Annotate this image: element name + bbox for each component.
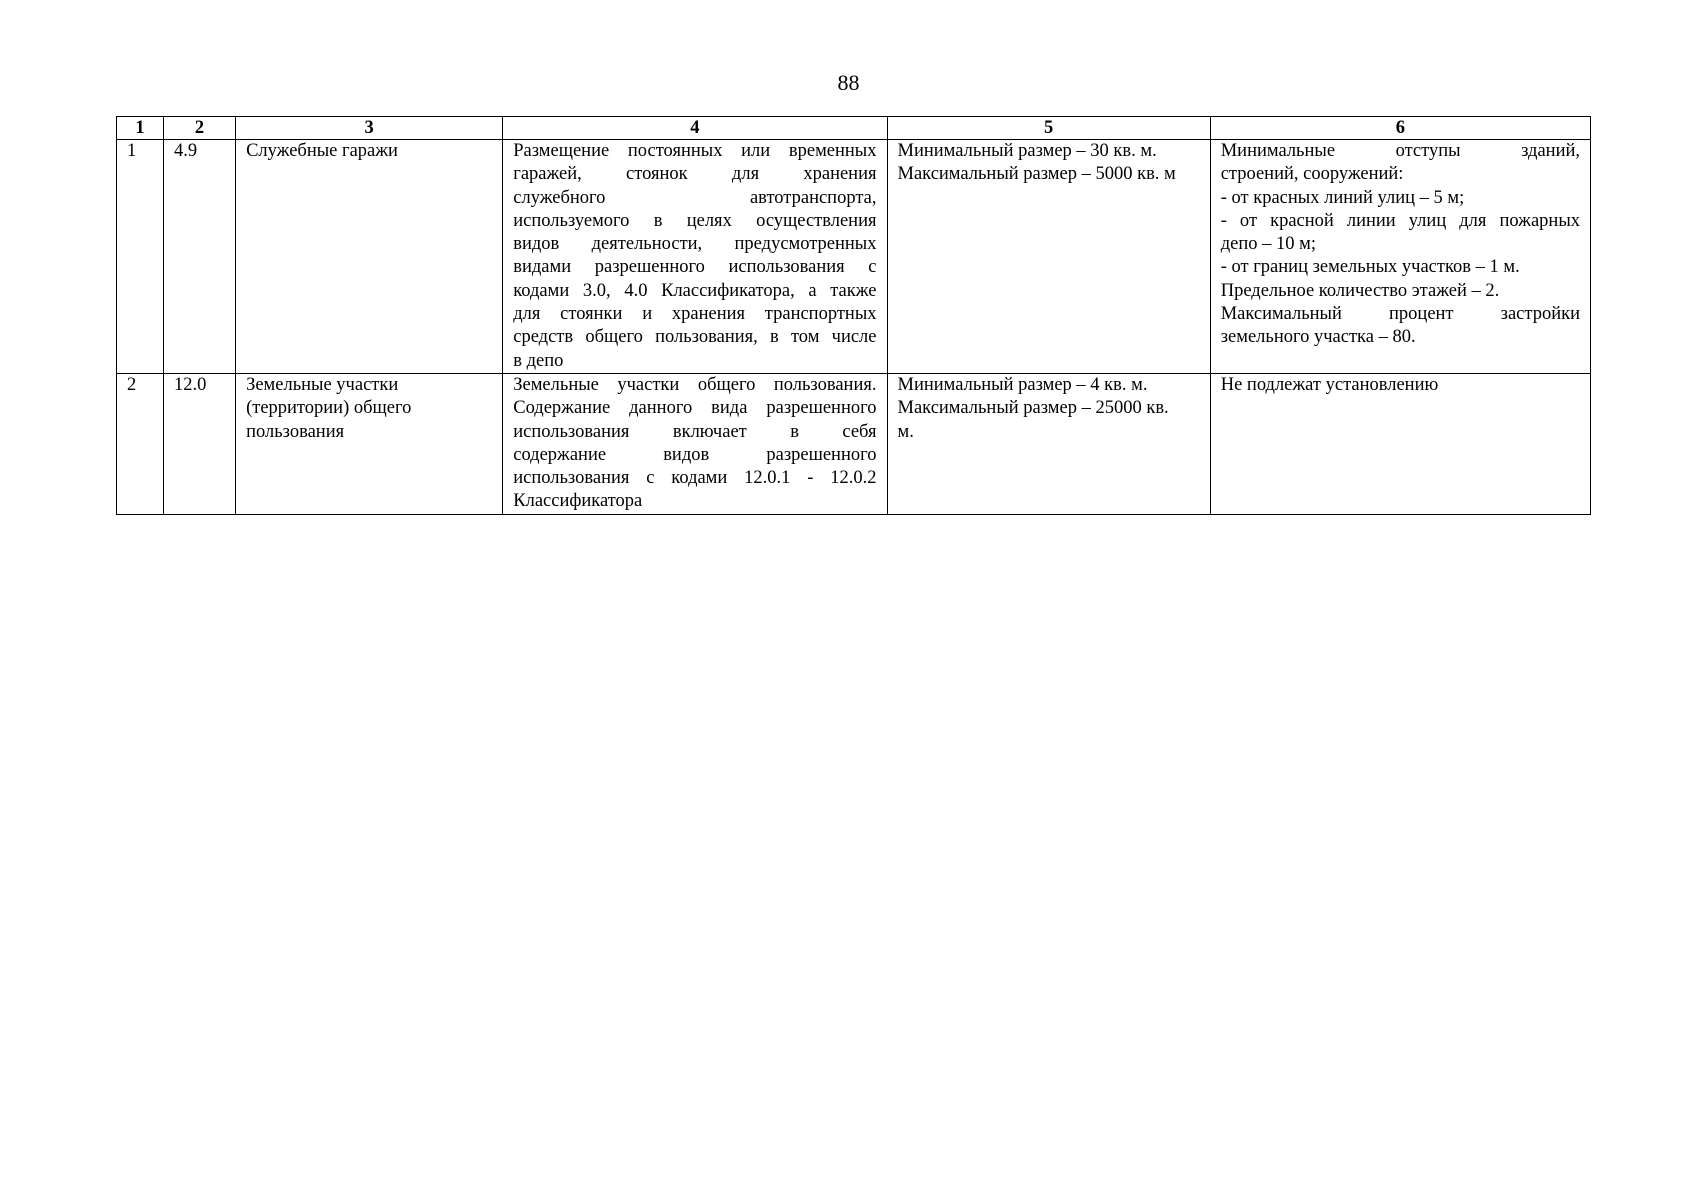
row-number-cell: 2 bbox=[117, 373, 164, 514]
params-line: Не подлежат установлению bbox=[1220, 374, 1439, 395]
name-line: Земельные участки bbox=[246, 374, 399, 395]
description-line: служебного автотранспорта, bbox=[513, 187, 877, 208]
header-cell-6: 6 bbox=[1210, 117, 1590, 140]
size-line: Максимальный размер – 25000 кв. bbox=[897, 398, 1169, 419]
params-line: земельного участка – 80. bbox=[1220, 327, 1416, 348]
description-line: используемого в целях осуществления bbox=[513, 210, 877, 231]
table-row bbox=[117, 373, 1591, 514]
size-line: Максимальный размер – 5000 кв. м bbox=[897, 164, 1176, 185]
name-line: пользования bbox=[246, 421, 345, 442]
params-line: - от красной линии улиц для пожарных bbox=[1220, 210, 1580, 231]
name-line: Служебные гаражи bbox=[246, 141, 398, 161]
size-line: Минимальный размер – 30 кв. м. bbox=[897, 141, 1157, 161]
description-line: средств общего пользования, в том числе bbox=[513, 327, 877, 348]
params-line: строений, сооружений: bbox=[1220, 164, 1404, 185]
description-line: содержание видов разрешенного bbox=[513, 444, 877, 465]
header-row bbox=[117, 117, 1591, 140]
params-line: - от границ земельных участков – 1 м. bbox=[1220, 257, 1520, 278]
description-line: в депо bbox=[513, 350, 564, 371]
name-cell bbox=[236, 373, 503, 514]
description-cell bbox=[503, 373, 887, 514]
header-cell-4: 4 bbox=[503, 117, 887, 140]
size-line: Минимальный размер – 4 кв. м. bbox=[897, 374, 1148, 395]
table-row bbox=[117, 140, 1591, 374]
description-line: видами разрешенного использования с bbox=[513, 257, 877, 278]
description-line: видов деятельности, предусмотренных bbox=[513, 234, 877, 255]
description-line: кодами 3.0, 4.0 Классификатора, а также bbox=[513, 280, 877, 301]
params-line: Минимальные отступы зданий, bbox=[1220, 141, 1580, 161]
land-use-table bbox=[116, 116, 1591, 515]
description-line: Размещение постоянных или временных bbox=[513, 141, 877, 161]
name-cell bbox=[236, 140, 503, 374]
header-cell-5: 5 bbox=[887, 117, 1210, 140]
params-line: - от красных линий улиц – 5 м; bbox=[1220, 187, 1465, 208]
description-line: Содержание данного вида разрешенного bbox=[513, 398, 877, 419]
header-cell-1: 1 bbox=[117, 117, 164, 140]
size-cell bbox=[887, 140, 1210, 374]
name-line: (территории) общего bbox=[246, 398, 412, 419]
row-number-cell: 1 bbox=[117, 140, 164, 374]
params-line: Предельное количество этажей – 2. bbox=[1220, 280, 1500, 301]
description-line: Классификатора bbox=[513, 491, 643, 512]
params-line: депо – 10 м; bbox=[1220, 234, 1316, 255]
description-line: для стоянки и хранения транспортных bbox=[513, 304, 877, 325]
header-cell-3: 3 bbox=[236, 117, 503, 140]
code-cell: 12.0 bbox=[164, 373, 236, 514]
description-line: Земельные участки общего пользования. bbox=[513, 374, 877, 395]
description-line: использования с кодами 12.0.1 - 12.0.2 bbox=[513, 468, 877, 489]
header-cell-2: 2 bbox=[164, 117, 236, 140]
params-line: Максимальный процент застройки bbox=[1220, 304, 1580, 325]
page-number: 88 bbox=[837, 70, 860, 95]
size-line: м. bbox=[897, 421, 914, 442]
description-line: гаражей, стоянок для хранения bbox=[513, 164, 877, 185]
description-cell bbox=[503, 140, 887, 374]
params-cell bbox=[1210, 140, 1590, 374]
size-cell bbox=[887, 373, 1210, 514]
code-cell: 4.9 bbox=[164, 140, 236, 374]
description-line: использования включает в себя bbox=[513, 421, 877, 442]
params-cell bbox=[1210, 373, 1590, 514]
